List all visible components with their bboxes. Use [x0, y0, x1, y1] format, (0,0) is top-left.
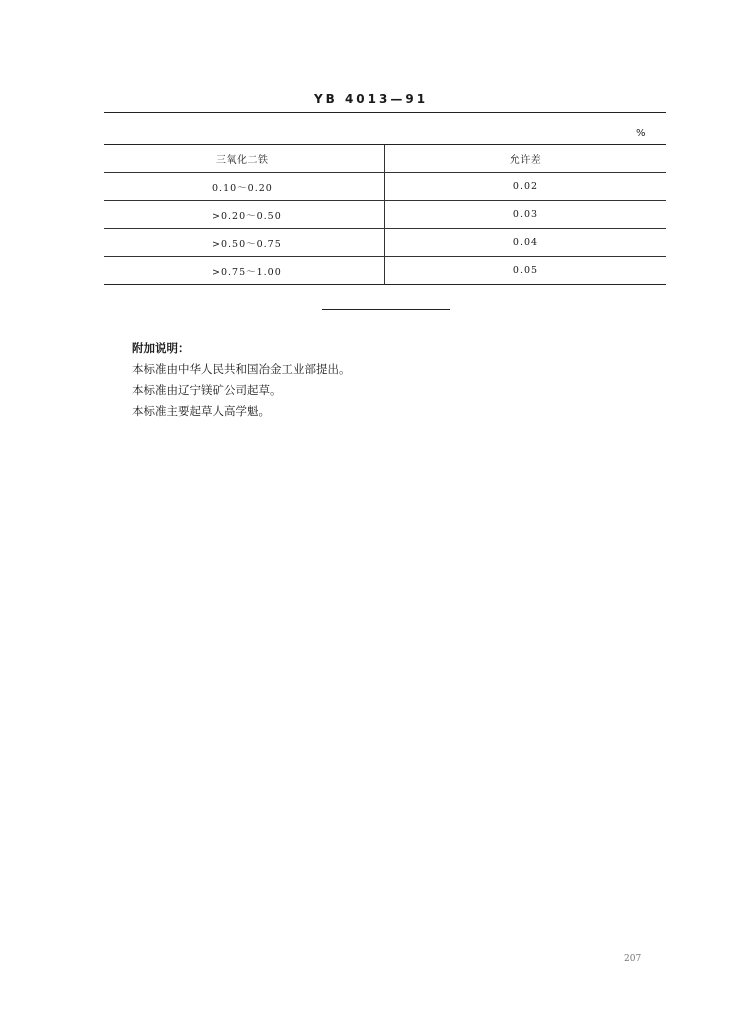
- notes-line: 本标准主要起草人高学魁。: [132, 404, 270, 418]
- tolerance-cell: 0.05: [384, 257, 666, 284]
- column-header-tolerance: 允许差: [384, 145, 666, 172]
- range-cell: 0.10～0.20: [212, 182, 273, 194]
- unit-label: %: [636, 128, 646, 139]
- tolerance-table: [104, 144, 666, 285]
- table-row: [104, 229, 666, 257]
- notes-title: 附加说明：: [132, 341, 190, 355]
- page-number: 207: [624, 954, 642, 964]
- range-cell: >0.75～1.00: [212, 266, 282, 278]
- table-row: [104, 173, 666, 201]
- notes-line: 本标准由中华人民共和国冶金工业部提出。: [132, 362, 351, 376]
- table-row: [104, 201, 666, 229]
- tolerance-cell: 0.02: [384, 173, 666, 200]
- additional-notes: [132, 338, 351, 422]
- tolerance-cell: 0.04: [384, 229, 666, 256]
- notes-line: 本标准由辽宁镁矿公司起草。: [132, 383, 282, 397]
- header-rule: [104, 112, 666, 113]
- table-header-row: [104, 145, 666, 173]
- range-cell: >0.50～0.75: [212, 238, 282, 250]
- page-header-title: YB 4013—91: [313, 92, 429, 106]
- section-divider: [322, 309, 450, 310]
- range-cell: >0.20～0.50: [212, 210, 282, 222]
- column-header-ferric-oxide: 三氧化二铁: [216, 155, 269, 166]
- tolerance-cell: 0.03: [384, 201, 666, 228]
- table-row: [104, 257, 666, 284]
